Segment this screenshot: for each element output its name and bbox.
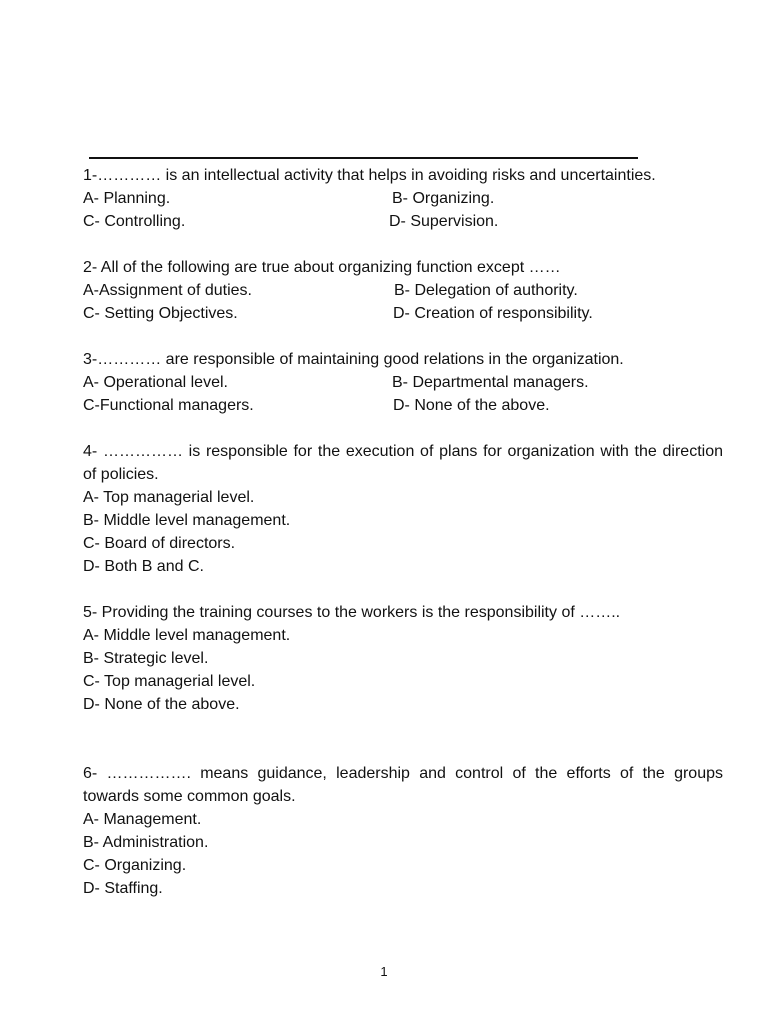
option-row xyxy=(83,371,723,394)
question-2-text: 2- All of the following are true about organizing function except …… xyxy=(83,259,561,276)
option-d: D- Staffing. xyxy=(83,880,163,897)
question-1 xyxy=(83,164,723,233)
option-a: A- Management. xyxy=(83,811,202,828)
option-row xyxy=(83,302,723,325)
option-a: A- Operational level. xyxy=(83,374,228,391)
option-a: A- Top managerial level. xyxy=(83,489,255,506)
question-6 xyxy=(83,762,723,900)
option-b: B- Organizing. xyxy=(392,190,495,207)
question-4-text: 4- …………… is responsible for the execution of plans for organization with the direction of policies. xyxy=(83,443,723,483)
option-b: B- Delegation of authority. xyxy=(394,282,578,299)
option-c: C- Organizing. xyxy=(83,857,187,874)
question-6-text: 6- ……………. means guidance, leadership and control of the efforts of the groups towards some common goals. xyxy=(83,765,723,805)
option-c: C- Setting Objectives. xyxy=(83,305,238,322)
option-c: C-Functional managers. xyxy=(83,397,254,414)
option-b: B- Departmental managers. xyxy=(392,374,589,391)
question-list xyxy=(83,164,723,900)
option-d: D- Supervision. xyxy=(389,213,499,230)
option-b: B- Administration. xyxy=(83,834,209,851)
option-row xyxy=(83,187,723,210)
option-d: D- None of the above. xyxy=(393,397,550,414)
option-d: D- Both B and C. xyxy=(83,558,204,575)
question-4 xyxy=(83,440,723,578)
question-5 xyxy=(83,601,723,716)
question-2 xyxy=(83,256,723,325)
option-a: A-Assignment of duties. xyxy=(83,282,252,299)
question-5-text: 5- Providing the training courses to the workers is the responsibility of …….. xyxy=(83,604,621,621)
option-d: D- Creation of responsibility. xyxy=(393,305,593,322)
question-3-text: 3-………… are responsible of maintaining good relations in the organization. xyxy=(83,351,624,368)
option-c: C- Board of directors. xyxy=(83,535,236,552)
question-1-text: 1-………… is an intellectual activity that helps in avoiding risks and uncertainties. xyxy=(83,167,656,184)
option-c: C- Top managerial level. xyxy=(83,673,256,690)
option-a: A- Middle level management. xyxy=(83,627,291,644)
option-d: D- None of the above. xyxy=(83,696,240,713)
header-rule xyxy=(89,157,638,159)
option-row xyxy=(83,210,723,233)
option-b: B- Middle level management. xyxy=(83,512,291,529)
question-3 xyxy=(83,348,723,417)
option-b: B- Strategic level. xyxy=(83,650,209,667)
option-a: A- Planning. xyxy=(83,190,171,207)
option-row xyxy=(83,279,723,302)
option-c: C- Controlling. xyxy=(83,213,186,230)
option-row xyxy=(83,394,723,417)
page-number: 1 xyxy=(380,964,388,979)
